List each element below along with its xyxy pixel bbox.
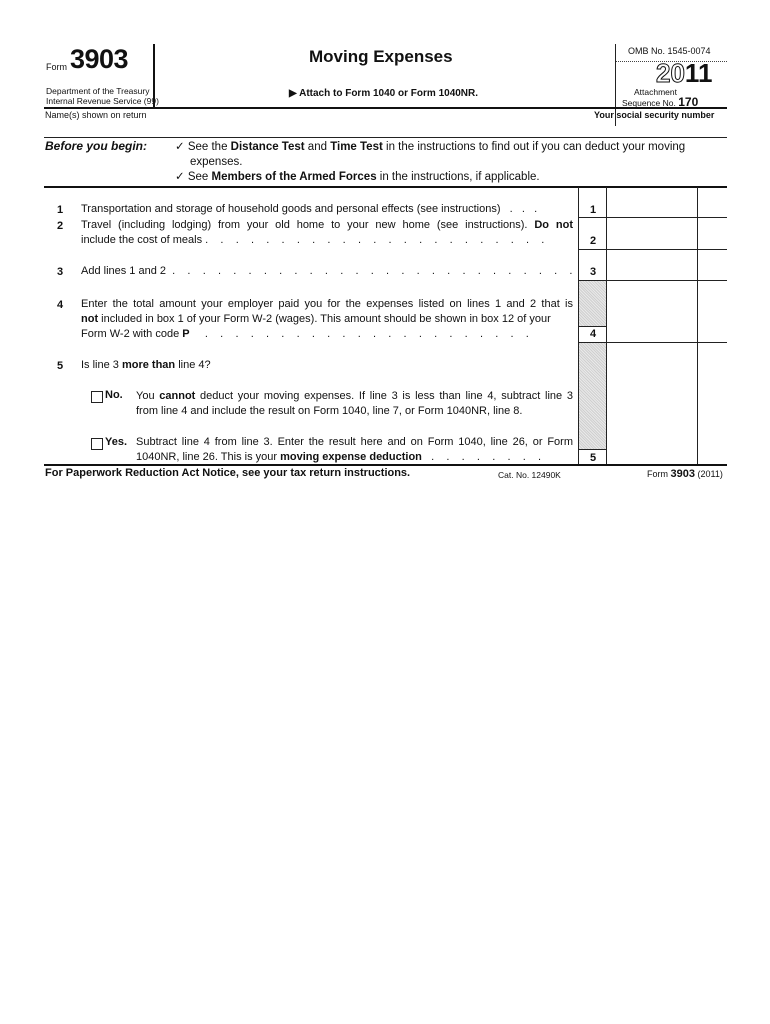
line4-number: 4 <box>57 299 64 311</box>
no-text-pre: You <box>136 390 160 402</box>
sequence-text: Sequence No. <box>622 98 676 108</box>
tax-year-outline: 20 <box>656 58 685 88</box>
line5-box-label: 5 <box>589 452 597 464</box>
checklist-distance-time <box>175 140 685 155</box>
line2-label-b: include the cost of meals <box>81 234 203 246</box>
check1-mid: and <box>304 141 331 153</box>
line4-label-b: included in box 1 of your Form W-2 (wages). This amount should be shown in box 12 of your <box>98 313 551 325</box>
no-cannot: cannot <box>159 390 196 402</box>
no-checkbox-box[interactable] <box>91 391 103 403</box>
tax-year <box>656 60 712 86</box>
attachment-label: Attachment <box>634 87 677 97</box>
line2-box-label: 2 <box>589 235 597 247</box>
line1-amount-input[interactable] <box>607 188 697 217</box>
line5-cents-input[interactable] <box>698 343 727 464</box>
line4-text-c <box>81 327 573 342</box>
line1-label: Transportation and storage of household goods and personal effects (see instructions) <box>81 203 501 215</box>
line4-amount-input[interactable] <box>607 281 697 342</box>
line4-text-a: Enter the total amount your employer paid you for the expenses listed on lines 1 and 2 that is <box>81 298 573 310</box>
form-header <box>44 40 727 108</box>
catalog-number: Cat. No. 12490K <box>498 470 561 480</box>
no-label: No. <box>105 389 123 401</box>
check1-pre: ✓ See the <box>175 141 231 153</box>
line1-text <box>81 202 573 217</box>
name-label: Name(s) shown on return <box>45 110 147 120</box>
name-row-bottom-rule <box>44 137 727 138</box>
line4-leader: . . . . . . . . . . . . . . . . . . . . . . <box>189 328 529 340</box>
ssn-input[interactable] <box>616 121 727 137</box>
yes-text-pre: 1040NR, line 26. This is your <box>136 451 281 463</box>
line1-number: 1 <box>57 204 64 216</box>
line4-not: not <box>81 313 99 325</box>
ssn-label: Your social security number <box>594 110 715 120</box>
footer-year: (2011) <box>694 469 723 479</box>
no-text-post: deduct your moving expenses. If line 3 is less than line 4, subtract line 3 <box>195 390 573 402</box>
line4-text-b <box>81 312 573 327</box>
yes-text-a: Subtract line 4 from line 3. Enter the result here and on Form 1040, line 26, or Form <box>136 436 573 448</box>
footer-form-number: 3903 <box>670 468 695 480</box>
checklist-expenses: expenses. <box>190 156 243 168</box>
form-title: Moving Expenses <box>309 47 453 66</box>
line4-cents-input[interactable] <box>698 281 727 342</box>
line2-cents-input[interactable] <box>698 218 727 249</box>
header-left-divider <box>153 44 155 107</box>
no-text-b: from line 4 and include the result on Form 1040, line 7, or Form 1040NR, line 8. <box>136 405 523 417</box>
shaded-area-5 <box>579 342 606 449</box>
row4-box-top <box>578 326 607 327</box>
line4-label-c: Form W-2 with code <box>81 328 183 340</box>
sequence-number: 170 <box>678 95 699 109</box>
line2-do-not: Do not <box>534 219 573 231</box>
line2-number: 2 <box>57 220 64 232</box>
line4-code-p: P <box>182 328 190 340</box>
omb-number: OMB No. 1545-0074 <box>628 46 711 56</box>
yes-checkbox[interactable] <box>91 436 106 454</box>
before-you-begin-label: Before you begin: <box>45 139 148 153</box>
yes-text-b <box>136 450 573 465</box>
line1-box-label: 1 <box>589 204 597 216</box>
line1-cents-input[interactable] <box>698 188 727 217</box>
form-word: Form <box>46 62 67 72</box>
line3-leader: . . . . . . . . . . . . . . . . . . . . . . . . . . . <box>166 265 573 277</box>
line5-amount-input[interactable] <box>607 343 697 464</box>
line5-more-than: more than <box>121 359 176 371</box>
header-bottom-rule <box>44 107 727 109</box>
armed-forces: Members of the Armed Forces <box>211 171 377 183</box>
footer-form-word: Form <box>647 469 671 479</box>
line3-amount-input[interactable] <box>607 250 697 280</box>
distance-test: Distance Test <box>230 141 305 153</box>
line2-text-b <box>81 233 573 248</box>
no-checkbox[interactable] <box>91 389 106 407</box>
check1-post: in the instructions to find out if you can deduct your moving <box>382 141 686 153</box>
line5-leader: . . . . . . . . <box>421 451 542 463</box>
department-line: Department of the Treasury <box>46 86 150 96</box>
name-input[interactable] <box>44 121 614 137</box>
attach-instruction: ▶ Attach to Form 1040 or Form 1040NR. <box>289 88 479 99</box>
shaded-area-4 <box>579 281 606 326</box>
time-test: Time Test <box>330 141 383 153</box>
check2-pre: ✓ See <box>175 171 212 183</box>
line5-label-a: Is line 3 <box>81 359 122 371</box>
line3-cents-input[interactable] <box>698 250 727 280</box>
line3-text <box>81 264 573 279</box>
line4-box-label: 4 <box>589 328 597 340</box>
line2-leader: . . . . . . . . . . . . . . . . . . . . . . . <box>202 234 545 246</box>
footer-top-rule <box>44 464 727 466</box>
tax-year-bold: 11 <box>684 58 713 88</box>
line5-number: 5 <box>57 360 64 372</box>
line1-leader: . . . <box>500 203 538 215</box>
paperwork-notice: For Paperwork Reduction Act Notice, see your tax return instructions. <box>45 467 411 479</box>
line2-text-a <box>81 218 573 233</box>
omb-underline <box>616 61 727 62</box>
line2-label-a: Travel (including lodging) from your old home to your new home (see instructions). <box>81 219 535 231</box>
footer-form-id <box>647 468 723 480</box>
line3-number: 3 <box>57 266 64 278</box>
yes-deduction: moving expense deduction <box>280 451 422 463</box>
line3-box-label: 3 <box>589 266 597 278</box>
yes-label: Yes. <box>105 436 128 448</box>
line5-label-c: line 4? <box>175 359 211 371</box>
line3-label: Add lines 1 and 2 <box>81 265 167 277</box>
no-text-a <box>136 389 573 404</box>
check2-post: in the instructions, if applicable. <box>376 171 540 183</box>
line5-question <box>81 358 211 373</box>
form-number: 3903 <box>70 44 129 74</box>
irs-line: Internal Revenue Service (99) <box>46 96 159 106</box>
checklist-armed-forces <box>175 170 540 185</box>
line2-amount-input[interactable] <box>607 218 697 249</box>
yes-checkbox-box[interactable] <box>91 438 103 450</box>
row5-top-rule <box>578 449 607 450</box>
